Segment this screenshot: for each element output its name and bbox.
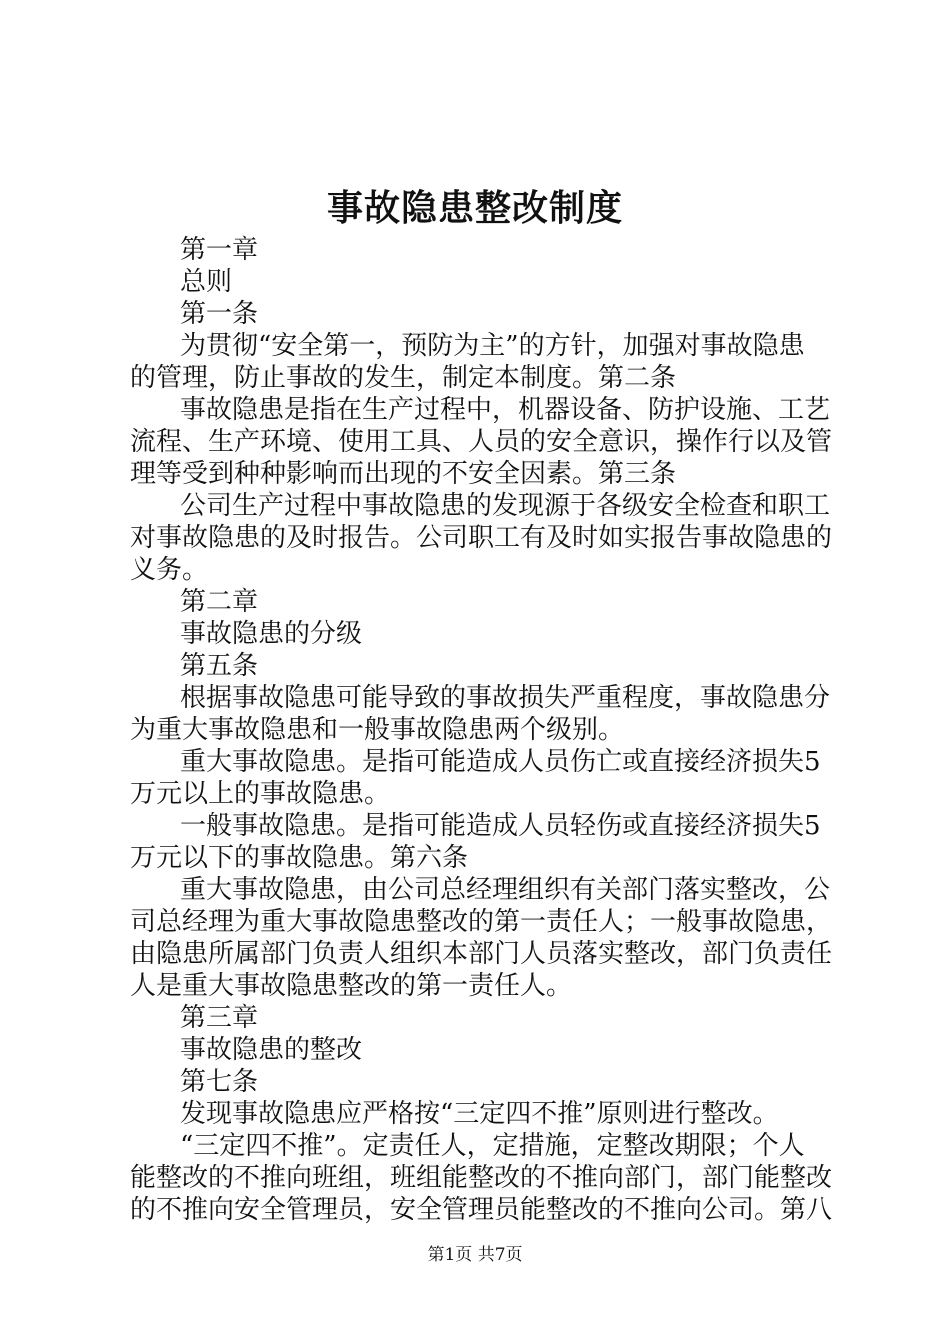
- text-line: 重大事故隐患。是指可能造成人员伤亡或直接经济损失5: [180, 747, 821, 777]
- text-line: 总则: [180, 267, 233, 297]
- text-line: 第五条: [180, 651, 259, 681]
- page-footer: 第1页 共7页: [427, 1245, 523, 1265]
- text-line: 万元以上的事故隐患。: [130, 779, 391, 809]
- document-title: 事故隐患整改制度: [326, 187, 623, 229]
- text-line: 能整改的不推向班组，班组能整改的不推向部门，部门能整改: [130, 1163, 833, 1193]
- text-line: 对事故隐患的及时报告。公司职工有及时如实报告事故隐患的: [130, 523, 833, 553]
- text-line: 公司生产过程中事故隐患的发现源于各级安全检查和职工: [180, 491, 831, 521]
- text-line: 理等受到种种影响而出现的不安全因素。第三条: [130, 459, 677, 489]
- text-line: 第二章: [180, 587, 259, 617]
- text-line: 重大事故隐患，由公司总经理组织有关部门落实整改，公: [180, 875, 831, 905]
- text-line: 事故隐患是指在生产过程中，机器设备、防护设施、工艺: [180, 395, 831, 425]
- text-line: 第一章: [180, 235, 259, 265]
- text-line: 流程、生产环境、使用工具、人员的安全意识，操作行以及管: [130, 427, 833, 457]
- text-line: 司总经理为重大事故隐患整改的第一责任人；一般事故隐患，: [130, 907, 833, 937]
- text-line: 事故隐患的整改: [180, 1035, 363, 1065]
- text-line: “三定四不推”。定责任人，定措施，定整改期限；个人: [180, 1131, 805, 1161]
- text-line: 第七条: [180, 1067, 259, 1097]
- text-line: 第一条: [180, 299, 259, 329]
- text-line: 人是重大事故隐患整改的第一责任人。: [130, 971, 573, 1001]
- document-body: [130, 234, 833, 1226]
- text-line: 的管理，防止事故的发生，制定本制度。第二条: [130, 363, 677, 393]
- text-line: 根据事故隐患可能导致的事故损失严重程度，事故隐患分: [180, 683, 831, 713]
- text-line: 为贯彻“安全第一，预防为主”的方针，加强对事故隐患: [180, 331, 805, 361]
- text-line: 一般事故隐患。是指可能造成人员轻伤或直接经济损失5: [180, 811, 821, 841]
- text-line: 义务。: [130, 555, 209, 585]
- text-line: 发现事故隐患应严格按“三定四不推”原则进行整改。: [180, 1099, 779, 1129]
- text-line: 万元以下的事故隐患。第六条: [130, 843, 469, 873]
- text-line: 为重大事故隐患和一般事故隐患两个级别。: [130, 715, 625, 745]
- text-line: 事故隐患的分级: [180, 619, 363, 649]
- text-line: 的不推向安全管理员，安全管理员能整改的不推向公司。第八: [130, 1195, 833, 1225]
- text-line: 由隐患所属部门负责人组织本部门人员落实整改，部门负责任: [130, 939, 833, 969]
- text-line: 第三章: [180, 1003, 259, 1033]
